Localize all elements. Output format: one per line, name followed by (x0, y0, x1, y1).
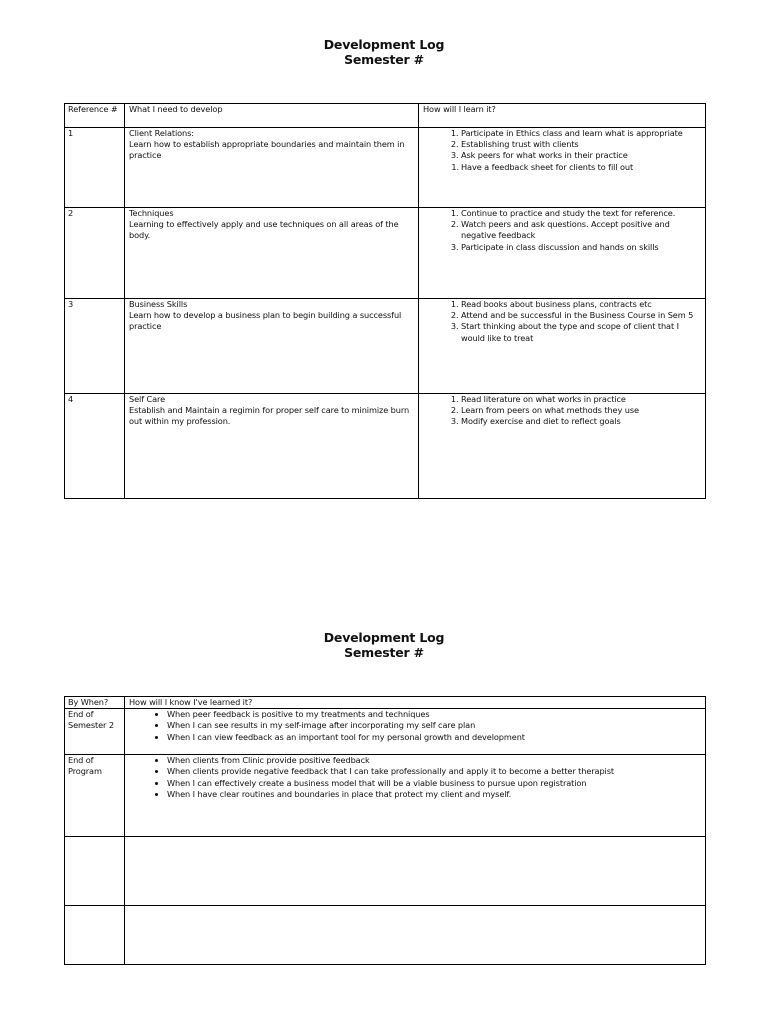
row-learn (419, 208, 706, 299)
log1-heading (0, 37, 768, 67)
list-item: 2. Attend and be successful in the Business Course in Sem 5 (461, 310, 701, 321)
row-develop (125, 299, 419, 394)
row-description: Establish and Maintain a regimin for proper self care to minimize burn out within my profession. (129, 405, 410, 427)
list-item: 2. Learn from peers on what methods they use (461, 405, 701, 416)
row-develop (125, 394, 419, 499)
row-know (125, 906, 706, 965)
header-how-know: How will I know I've learned it? (125, 697, 706, 709)
learning-outcomes-table (64, 696, 706, 965)
list-item: • When clients provide negative feedback that I can take professionally and apply it to become a better therapist (167, 766, 701, 777)
log2-heading (0, 630, 768, 660)
table-header-row (65, 697, 706, 709)
table-row (65, 128, 706, 208)
list-item: 3. Participate in class discussion and hands on skills (461, 242, 701, 253)
row-description: Learn how to develop a business plan to begin building a successful practice (129, 310, 402, 332)
row-learn (419, 299, 706, 394)
learn-list (423, 208, 701, 253)
row-learn (419, 128, 706, 208)
row-ref: 2 (65, 208, 125, 299)
development-table (64, 103, 706, 499)
list-item: 1. Read books about business plans, contracts etc (461, 299, 701, 310)
list-item: • When I can view feedback as an important tool for my personal growth and development (167, 732, 701, 743)
list-item: 1. Have a feedback sheet for clients to fill out (461, 162, 701, 173)
table-row (65, 709, 706, 755)
table-row (65, 208, 706, 299)
table-header-row (65, 104, 706, 128)
row-description: Learning to effectively apply and use techniques on all areas of the body. (129, 219, 399, 241)
table-row (65, 906, 706, 965)
list-item: • When I have clear routines and boundaries in place that protect my client and myself. (167, 789, 701, 800)
list-item: • When peer feedback is positive to my treatments and techniques (167, 709, 701, 720)
row-when: End of Program (65, 755, 125, 837)
log1-subtitle: Semester # (344, 52, 424, 67)
row-ref: 4 (65, 394, 125, 499)
list-item: 2. Establishing trust with clients (461, 139, 701, 150)
list-item: 1. Participate in Ethics class and learn what is appropriate (461, 128, 701, 139)
list-item: • When I can see results in my self-image after incorporating my self care plan (167, 720, 701, 731)
row-know (125, 709, 706, 755)
log1-title: Development Log (323, 37, 445, 52)
learn-list (423, 299, 701, 344)
row-learn (419, 394, 706, 499)
table-row (65, 755, 706, 837)
row-ref: 1 (65, 128, 125, 208)
list-item: • When I can effectively create a business model that will be a viable business to pursue upon registration (167, 778, 701, 789)
list-item: 1. Read literature on what works in practice (461, 394, 701, 405)
row-when (65, 837, 125, 906)
row-when: End of Semester 2 (65, 709, 125, 755)
row-develop (125, 128, 419, 208)
learn-list (423, 128, 701, 173)
row-know (125, 755, 706, 837)
table-row (65, 299, 706, 394)
header-by-when: By When? (65, 697, 125, 709)
row-ref: 3 (65, 299, 125, 394)
row-heading: Business Skills (129, 299, 188, 309)
list-item: 2. Watch peers and ask questions. Accept positive and negative feedback (461, 219, 701, 241)
list-item: 1. Continue to practice and study the text for reference. (461, 208, 701, 219)
table-row (65, 837, 706, 906)
row-heading: Client Relations: (129, 128, 194, 138)
header-what-develop: What I need to develop (125, 104, 419, 128)
list-item: 3. Start thinking about the type and scope of client that I would like to treat (461, 321, 701, 343)
log2-title: Development Log (323, 630, 445, 645)
header-how-learn: How will I learn it? (419, 104, 706, 128)
list-item: 3. Ask peers for what works in their practice (461, 150, 701, 161)
row-know (125, 837, 706, 906)
know-list (129, 755, 701, 800)
know-list (129, 709, 701, 743)
list-item: 3. Modify exercise and diet to reflect goals (461, 416, 701, 427)
header-reference: Reference # (65, 104, 125, 128)
row-heading: Techniques (129, 208, 174, 218)
learn-list (423, 394, 701, 428)
log2-subtitle: Semester # (344, 645, 424, 660)
table-row (65, 394, 706, 499)
row-heading: Self Care (129, 394, 166, 404)
row-when (65, 906, 125, 965)
list-item: • When clients from Clinic provide positive feedback (167, 755, 701, 766)
row-description: Learn how to establish appropriate boundaries and maintain them in practice (129, 139, 405, 161)
row-develop (125, 208, 419, 299)
